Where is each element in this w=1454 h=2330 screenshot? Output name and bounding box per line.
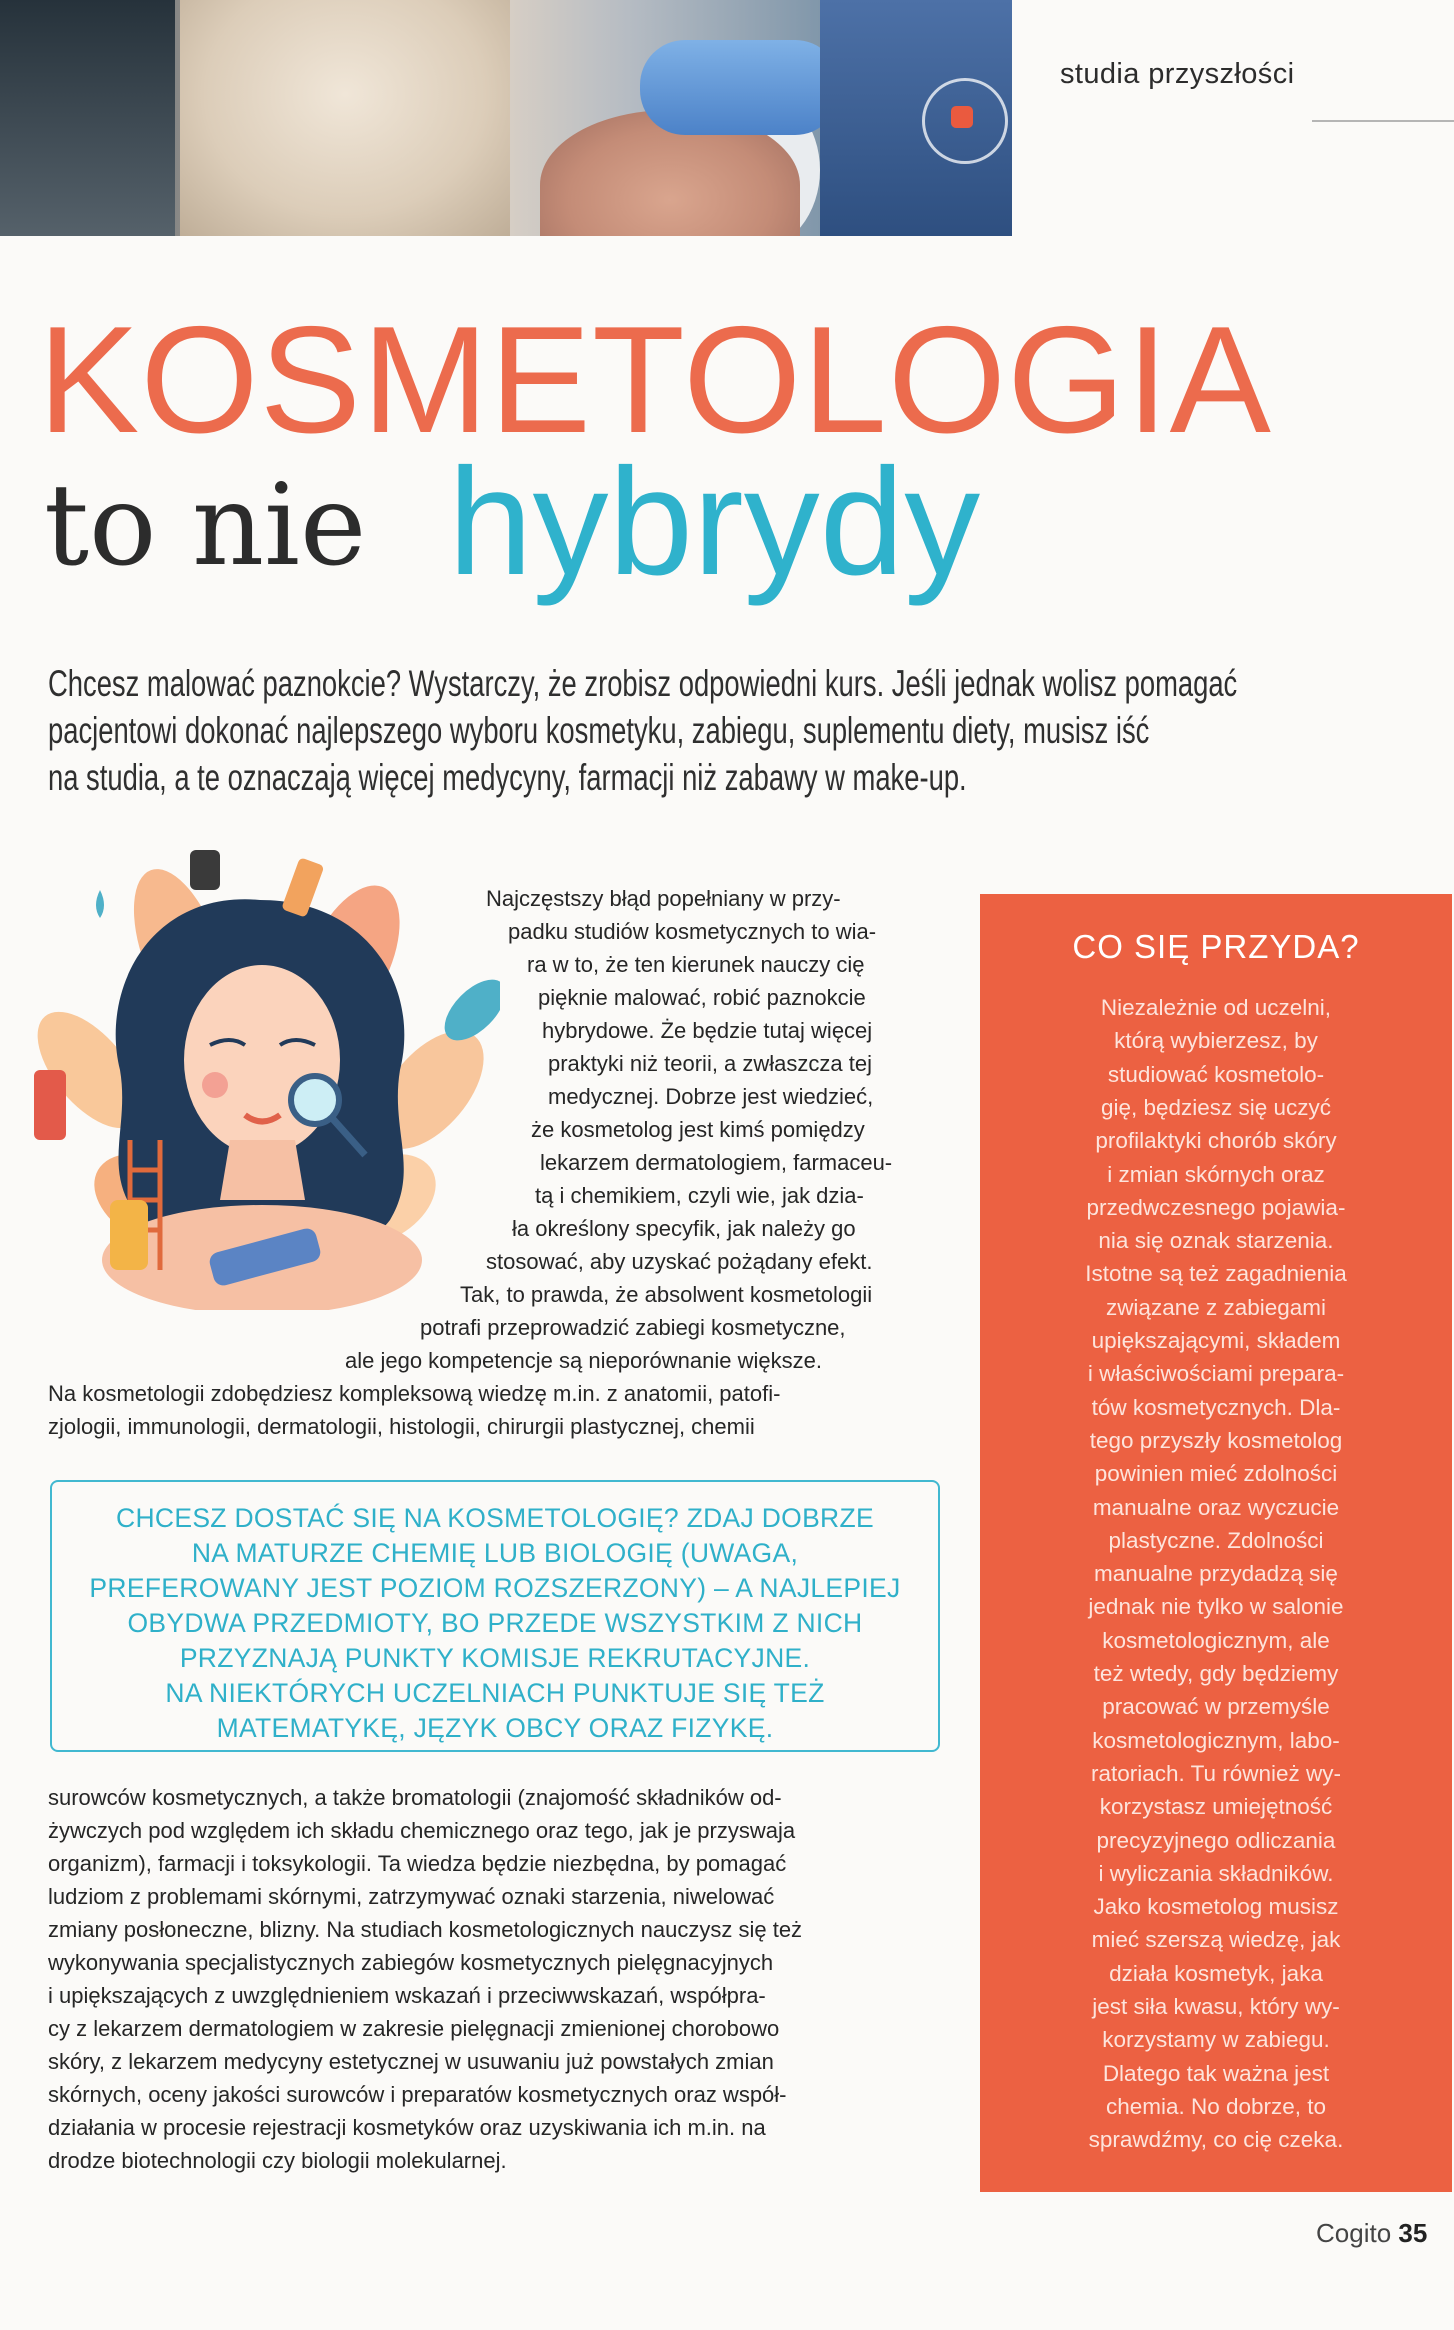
sidebar-line: nia się oznak starzenia. [1098,1228,1334,1254]
body-line: skórnych, oceny jakości surowców i preparatów kosmetycznych oraz współ- [48,2082,787,2107]
callout-line: NA NIEKTÓRYCH UCZELNIACH PUNKTUJE SIĘ TEŻ [165,1678,825,1708]
photo-gloved-hand [640,40,840,135]
callout-line: MATEMATYKĘ, JĘZYK OBCY ORAZ FIZYKĘ. [216,1713,774,1743]
sidebar-line: przedwczesnego pojawia- [1086,1194,1346,1220]
body-line: surowców kosmetycznych, a także bromatologii (znajomość składników od- [48,1785,782,1810]
body-line: skóry, z lekarzem medycyny estetycznej w usuwaniu już powstałych zmian [48,2049,774,2074]
body-line: praktyki niż teorii, a zwłaszcza tej [548,1051,872,1076]
body-line: lekarzem dermatologiem, farmaceu- [540,1150,893,1175]
sidebar-line: związane z zabiegami [1105,1294,1327,1320]
body-line: potrafi przeprowadzić zabiegi kosmetyczne, [420,1315,846,1340]
sidebar-line: którą wybierzesz, by [1114,1028,1318,1054]
photo-cosmetologist [180,0,510,236]
lead-line: pacjentowi dokonać najlepszego wyboru kosmetyku, zabiegu, suplementu diety, musisz iść [48,710,1150,751]
sidebar-line: tów kosmetycznych. Dla- [1091,1394,1341,1420]
callout-line: CHCESZ DOSTAĆ SIĘ NA KOSMETOLOGIĘ? ZDAJ DOBRZE [116,1503,874,1533]
body-line: ła określony specyfik, jak należy go [512,1216,856,1241]
body-line: ludziom z problemami skórnymi, zatrzymywać oznaki starzenia, niwelować [48,1884,775,1909]
sidebar-line: ratoriach. Tu również wy- [1090,1760,1342,1786]
sidebar-line: chemia. No dobrze, to [1105,2093,1327,2119]
lead-line: Chcesz malować paznokcie? Wystarczy, że zrobisz odpowiedni kurs. Jeśli jednak wolisz pomagać [48,663,1238,704]
body-line: i upiększających z uwzględnieniem wskazań i przeciwwskazań, współpra- [48,1983,766,2008]
lead-paragraph [48,660,1238,801]
magnifier-icon [291,1076,339,1124]
dropper-bottle-icon [34,1070,66,1140]
sidebar-line: Dlatego tak ważna jest [1102,2060,1330,2086]
title-serif-part: to nie [44,461,367,591]
sidebar-line: korzystamy w zabiegu. [1102,2027,1330,2053]
body-line: tą i chemikiem, czyli wie, jak dzia- [535,1183,864,1208]
body-line: Na kosmetologii zdobędziesz kompleksową wiedzę m.in. z anatomii, patofi- [48,1381,781,1406]
body-line: hybrydowe. Że będzie tutaj więcej [542,1018,873,1043]
lead-line: na studia, a te oznaczają więcej medycyny, farmacji niż zabawy w make-up. [48,757,967,798]
body-line: organizm), farmacji i toksykologii. Ta wiedza będzie niezbędna, by pomagać [48,1851,787,1876]
brush-icon [190,850,220,890]
body-line: cy z lekarzem dermatologiem w zakresie pielęgnacji zmienionej chorobowo [48,2016,780,2041]
cosmetology-illustration [30,840,500,1310]
callout-line: PRZYZNAJĄ PUNKTY KOMISJE REKRUTACYJNE. [179,1643,811,1673]
photo-orange-square [951,106,973,128]
page-footer [1316,2218,1427,2249]
sidebar-line: i zmian skórnych oraz [1107,1161,1325,1187]
body-line: stosować, aby uzyskać pożądany efekt. [486,1249,873,1274]
callout-line: NA MATURZE CHEMIĘ LUB BIOLOGIĘ (UWAGA, [191,1538,799,1568]
body-line: wykonywania specjalistycznych zabiegów kosmetycznych pielęgnacyjnych [48,1950,774,1975]
title-accent-part: hybrydy [448,437,981,607]
sidebar-line: Istotne są też zagadnienia [1085,1261,1347,1287]
callout-line: OBYDWA PRZEDMIOTY, BO PRZEDE WSZYSTKIM Z NICH [127,1608,863,1638]
body-line: działania w procesie rejestracji kosmetyków oraz uzyskiwania ich m.in. na [48,2115,766,2140]
illustration-blush [202,1072,228,1098]
sidebar-line: manualne oraz wyczucie [1092,1494,1340,1520]
bottle-icon [110,1200,148,1270]
sidebar-line: sprawdźmy, co cię czeka. [1088,2127,1344,2153]
illustration-neck [220,1140,305,1200]
sidebar-line: też wtedy, gdy będziemy [1093,1661,1339,1686]
sidebar-line: profilaktyki chorób skóry [1095,1128,1337,1154]
sidebar-line: studiować kosmetolo- [1107,1061,1325,1087]
callout-line: PREFEROWANY JEST POZIOM ROZSZERZONY) – A NAJLEPIEJ [89,1573,901,1603]
sidebar-line: gię, będziesz się uczyć [1100,1094,1332,1120]
photo-background [0,0,175,236]
admission-callout-box [50,1480,940,1752]
section-label: studia przyszłości [1060,58,1295,90]
tube-icon [281,857,324,918]
magazine-name: Cogito [1316,2218,1392,2248]
sidebar-line: upiększającymi, składem [1091,1328,1341,1353]
body-line: zmiany posłoneczne, blizny. Na studiach kosmetologicznych nauczysz się też [48,1917,803,1942]
sidebar-line: działa kosmetyk, jaka [1109,1960,1323,1986]
sidebar-what-helps [980,894,1452,2192]
sidebar-line: kosmetologicznym, ale [1102,1627,1330,1653]
sidebar-line: powinien mieć zdolności [1094,1461,1338,1487]
header-photo [0,0,1012,236]
sidebar-line: i właściwościami prepara- [1087,1361,1345,1387]
sidebar-line: tego przyszły kosmetolog [1089,1427,1343,1453]
body-line: żywczych pod względem ich składu chemicznego oraz tego, jak je przyswaja [48,1818,796,1843]
page-number: 35 [1398,2218,1428,2248]
body-line: ra w to, że ten kierunek nauczy cię [527,952,865,977]
sidebar-line: manualne przydadzą się [1094,1561,1338,1587]
sidebar-line: mieć szerszą wiedzę, jak [1091,1927,1341,1953]
section-rule [1312,120,1454,122]
title-main: KOSMETOLOGIA [38,295,1272,465]
sidebar-line: jest siła kwasu, który wy- [1092,1994,1340,2019]
body-line: że kosmetolog jest kimś pomiędzy [531,1117,865,1142]
drop-icon [96,890,104,918]
body-line: Najczęstszy błąd popełniany w przy- [486,886,841,911]
body-line: zjologii, immunologii, dermatologii, histologii, chirurgii plastycznej, chemii [48,1414,755,1439]
body-line: medycznej. Dobrze jest wiedzieć, [548,1084,874,1109]
body-line: drodze biotechnologii czy biologii molekularnej. [48,2148,507,2173]
body-line: Tak, to prawda, że absolwent kosmetologii [460,1282,873,1307]
sidebar-line: pracować w przemyśle [1102,1694,1330,1720]
sidebar-line: kosmetologicznym, labo- [1092,1727,1340,1753]
body-line: pięknie malować, robić paznokcie [538,985,866,1010]
sidebar-line: i wyliczania składników. [1098,1860,1334,1886]
body-line: ale jego kompetencje są nieporównanie większe. [345,1348,822,1373]
sidebar-line: precyzyjnego odliczania [1096,1827,1336,1853]
sidebar-title: CO SIĘ PRZYDA? [1072,928,1360,965]
sidebar-line: Jako kosmetolog musisz [1093,1894,1339,1920]
sidebar-line: korzystasz umiejętność [1099,1794,1333,1820]
sidebar-line: Niezależnie od uczelni, [1100,995,1332,1020]
body-line: padku studiów kosmetycznych to wia- [508,919,877,944]
sidebar-line: jednak nie tylko w salonie [1088,1594,1344,1620]
sidebar-line: plastyczne. Zdolności [1108,1527,1324,1553]
